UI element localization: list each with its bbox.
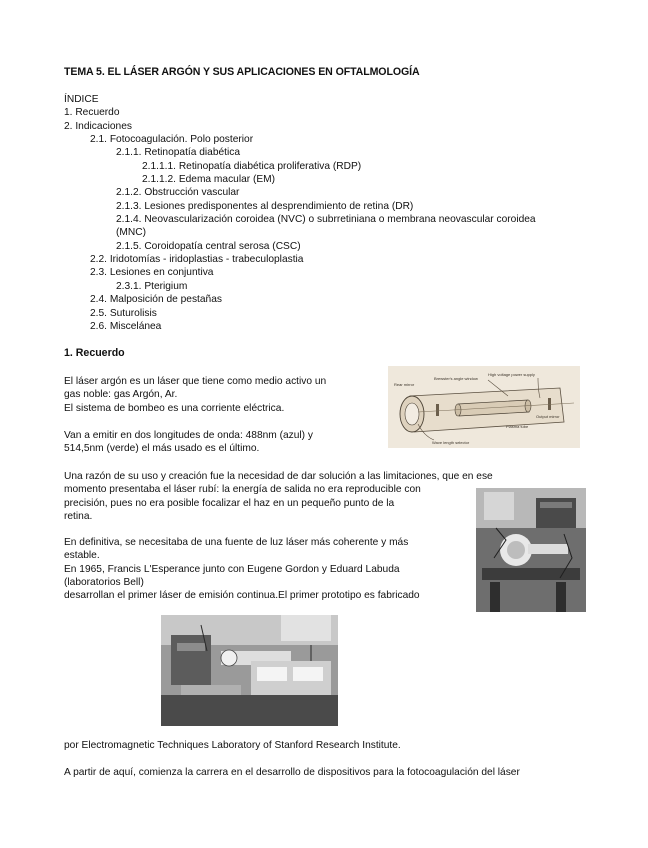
text-line: retina. bbox=[64, 510, 93, 522]
lab-photo-prototype bbox=[161, 615, 338, 726]
paragraph-4 bbox=[64, 536, 420, 602]
text-line: por Electromagnetic Techniques Laboratory of Stanford Research Institute. bbox=[64, 740, 401, 751]
index-item: 2.1.1.1. Retinopatía diabética proliferativa (RDP) bbox=[142, 160, 362, 172]
index-item: 2.3. Lesiones en conjuntiva bbox=[90, 267, 214, 279]
index-item: 2.6. Miscelánea bbox=[90, 320, 162, 332]
diagram-label: Wave length selector bbox=[432, 440, 470, 445]
index-item: 2.1.5. Coroidopatía central serosa (CSC) bbox=[116, 240, 301, 252]
text-line: Van a emitir en dos longitudes de onda: 488nm (azul) y bbox=[64, 430, 313, 441]
diagram-label: High voltage power supply bbox=[488, 372, 535, 377]
index-item: 2.1.2. Obstrucción vascular bbox=[116, 187, 240, 199]
text-line: En definitiva, se necesitaba de una fuente de luz láser más coherente y más bbox=[64, 537, 409, 548]
index-item: 1. Recuerdo bbox=[64, 107, 120, 119]
argon-laser-diagram bbox=[388, 366, 580, 448]
index-item: (MNC) bbox=[116, 227, 146, 239]
diagram-label: Brewster's angle window bbox=[434, 376, 478, 381]
diagram-label: Rear mirror bbox=[394, 382, 415, 387]
lab-photo-equipment bbox=[476, 488, 586, 612]
text-line: precisión, pues no era posible focalizar el haz en un pequeño punto de la bbox=[64, 497, 395, 509]
text-line: estable. bbox=[64, 550, 100, 562]
text-line: El láser argón es un láser que tiene como medio activo un bbox=[64, 376, 327, 387]
index bbox=[64, 93, 536, 333]
index-item: 2.1.1.2. Edema macular (EM) bbox=[142, 174, 276, 186]
paragraph-1 bbox=[64, 375, 326, 415]
text-line: (laboratorios Bell) bbox=[64, 576, 144, 588]
paragraph-3 bbox=[64, 470, 493, 523]
index-item: 2.4. Malposición de pestañas bbox=[90, 294, 222, 306]
paragraph-2 bbox=[64, 429, 313, 456]
diagram-label: Output mirror bbox=[536, 414, 560, 419]
index-item: 2.5. Suturolisis bbox=[90, 307, 157, 319]
text-line: gas noble: gas Argón, Ar. bbox=[64, 389, 178, 401]
text-line: momento presentaba el láser rubí: la energía de salida no era reproducible con bbox=[64, 484, 421, 496]
text-line: Una razón de su uso y creación fue la necesidad de dar solución a las limitaciones, que en ese bbox=[64, 471, 493, 482]
index-item: 2.1.3. Lesiones predisponentes al desprendimiento de retina (DR) bbox=[116, 200, 414, 212]
index-item: 2. Indicaciones bbox=[64, 120, 132, 132]
index-heading: ÍNDICE bbox=[64, 94, 99, 105]
index-item: 2.3.1. Pterigium bbox=[116, 280, 188, 292]
document-title: TEMA 5. EL LÁSER ARGÓN Y SUS APLICACIONES EN OFTALMOLOGÍA bbox=[64, 66, 420, 78]
index-item: 2.1.4. Neovascularización coroidea (NVC) o subrretiniana o membrana neovascular coroidea bbox=[116, 214, 536, 226]
text-line: El sistema de bombeo es una corriente eléctrica. bbox=[64, 402, 285, 414]
index-item: 2.2. Iridotomías - iridoplastias - trabeculoplastia bbox=[90, 254, 304, 266]
diagram-label: Plasma tube bbox=[506, 424, 529, 429]
paragraph-6 bbox=[64, 766, 520, 779]
text-line: A partir de aquí, comienza la carrera en el desarrollo de dispositivos para la fotocoagulación del láser bbox=[64, 767, 520, 778]
text-line: En 1965, Francis L'Esperance junto con Eugene Gordon y Eduard Labuda bbox=[64, 563, 400, 575]
section-heading: 1. Recuerdo bbox=[64, 347, 125, 359]
text-line: desarrollan el primer láser de emisión continua.El primer prototipo es fabricado bbox=[64, 590, 420, 602]
index-item: 2.1. Fotocoagulación. Polo posterior bbox=[90, 134, 254, 146]
paragraph-5 bbox=[64, 739, 401, 752]
text-line: 514,5nm (verde) el más usado es el último. bbox=[64, 443, 260, 455]
index-item: 2.1.1. Retinopatía diabética bbox=[116, 147, 241, 159]
